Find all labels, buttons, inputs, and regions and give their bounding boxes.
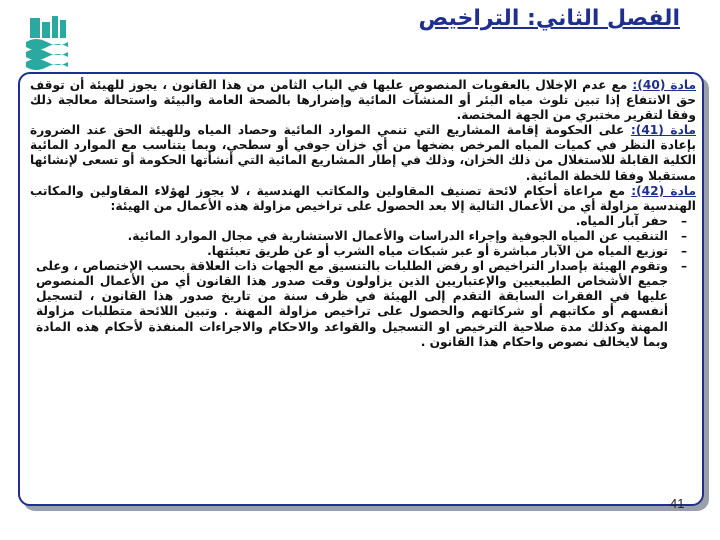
dash-bullet-icon: – bbox=[680, 259, 688, 274]
list-item-text: وتقوم الهيئة بإصدار التراخيص او رفض الطلبات بالتنسيق مع الجهات ذات العلاقة بحسب الإختصاص ، وعلى جميع الأشخاص الطبيعيين والإعتباريين الذين يزاولون وقت صدور هذا القانون أي من الأعمال المنصوص عليها في الفقرات السابقة التقدم إلى الهيئة في ظرف سنة من تاريخ صدور هذا القانون ، لتسجيل أنفسهم أو مكاتبهم أو شركاتهم والحصول على تراخيص مزاولة المهنة . وتبين اللائحة متطلبات مزاولة المهنة وكذلك مدة صلاحية الترخيص او التسجيل والقواعد والاحكام والاجراءات المنفذة لأحكام هذه المادة وبما لايخالف نصوص واحكام هذا القانون . bbox=[36, 259, 668, 349]
authority-logo-icon bbox=[22, 12, 72, 70]
article-42 bbox=[30, 184, 696, 214]
article-41-text: على الحكومة إقامة المشاريع التي تنمي الموارد المائية وحصاد المياه وللهيئة الحق عند الضرورة بإعادة النظر في كميات المياه المرخص بضخها من أي خزان جوفي أو سطحي، وبما يتناسب مع الموارد المائية الكلية القابلة للاستغلال من ذلك الخزان، وذلك في إطار المشاريع المائية التي أنشأتها الحكومة أو تسعى لإنشائها مستقبلا وفقا للخطة المائية. bbox=[30, 123, 696, 183]
article-42-label: مادة (42): bbox=[631, 183, 696, 198]
content-panel bbox=[18, 72, 704, 506]
article-40 bbox=[30, 78, 696, 123]
article-41 bbox=[30, 123, 696, 183]
article-42-text: مع مراعاة أحكام لائحة تصنيف المقاولين والمكاتب الهندسية ، لا يجوز لهؤلاء المقاولين والمكاتب الهندسية مزاولة أي من الأعمال التالية إلا بعد الحصول على تراخيص مزاولة هذه الأعمال من الهيئة: bbox=[30, 183, 696, 213]
article-40-label: مادة (40): bbox=[632, 78, 696, 92]
dash-bullet-icon: – bbox=[680, 213, 688, 228]
page-number: 41 bbox=[670, 496, 685, 511]
list-item bbox=[30, 214, 696, 229]
articles-text bbox=[30, 78, 696, 350]
list-item bbox=[30, 244, 696, 259]
article-42-list bbox=[30, 214, 696, 350]
slide-title: الفصل الثاني: التراخيص bbox=[418, 6, 680, 31]
article-41-label: مادة (41): bbox=[630, 123, 696, 138]
list-item-text: توزيع المياه من الآبار مباشرة أو عبر شبكات مياه الشرب أو عن طريق تعبئتها. bbox=[207, 244, 668, 259]
list-item-text: حفر آبار المياه. bbox=[575, 213, 668, 228]
article-40-text: مع عدم الإخلال بالعقوبات المنصوص عليها في الباب الثامن من هذا القانون ، يجوز للهيئة أن توقف حق الانتفاع إذا تبين تلوث مياه البئر أو المنشآت المائية وإضرارها بالصحة العامة والبيئة واستحالة معالجة ذلك وفقا لتقرير مختبري من الجهة المختصة. bbox=[30, 78, 696, 123]
list-item bbox=[30, 229, 696, 244]
list-item bbox=[30, 259, 696, 350]
dash-bullet-icon: – bbox=[680, 228, 688, 243]
list-item-text: التنقيب عن المياه الجوفية وإجراء الدراسات والأعمال الاستشارية في مجال الموارد المائية. bbox=[127, 228, 668, 243]
dash-bullet-icon: – bbox=[680, 244, 688, 259]
